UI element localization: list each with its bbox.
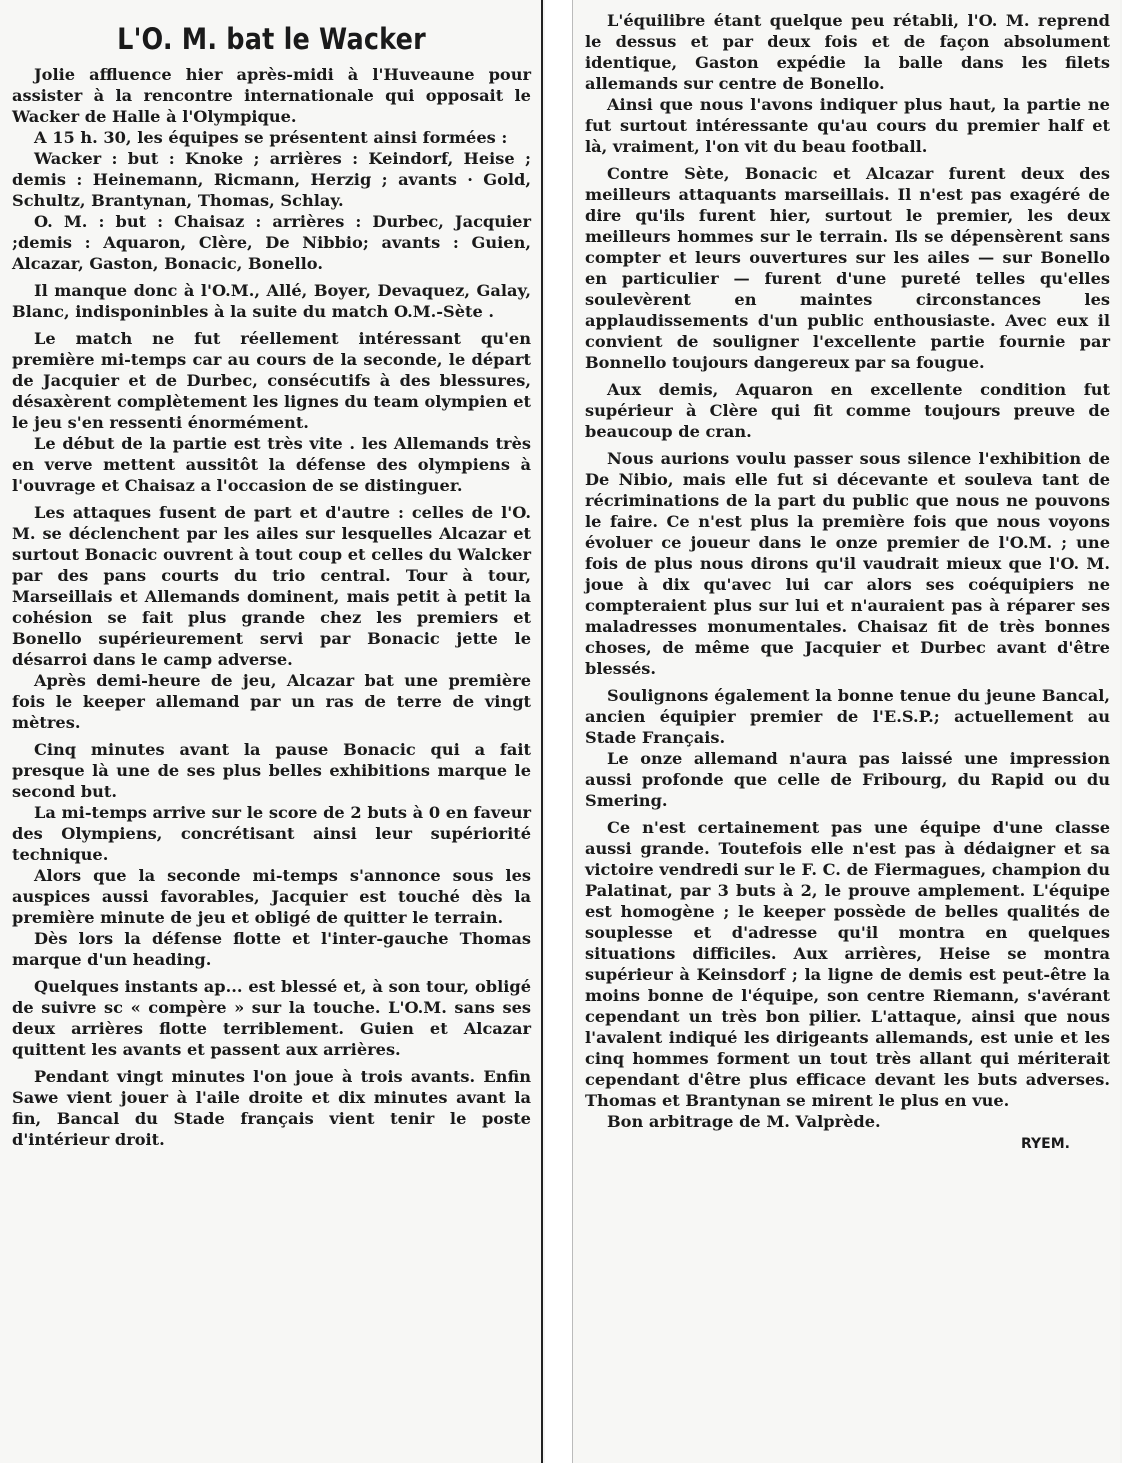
column-gutter [545,0,572,1463]
paragraph: Dès lors la défense flotte et l'inter-gauche Thomas marque d'un heading. [12,929,531,969]
paragraph: Cinq minutes avant la pause Bonacic qui a fait presque là une de ses plus belles exhibitions marque le second but. [12,740,531,801]
left-column [0,0,543,1463]
paragraph: Le onze allemand n'aura pas laissé une impression aussi profonde que celle de Fribourg, du Rapid ou du Smering. [585,749,1110,810]
paragraph: Jolie affluence hier après-midi à l'Huveaune pour assister à la rencontre internationale qui opposait le Wacker de Halle à l'Olympique. [12,65,531,126]
paragraph: Contre Sète, Bonacic et Alcazar furent deux des meilleurs attaquants marseillais. Il n'est pas exagéré de dire qu'ils furent hier, surtout le premier, les deux meilleurs hommes sur le terrain. Ils se dépensèrent sans compter et leurs ouvertures sur les ailes — sur Bonello en particulier — furent d'une pureté telles qu'elles soulevèrent en maintes circonstances les applaudissements d'un public enthousiaste. Avec eux il convient de souligner l'excellente partie fournie par Bonnello toujours dangereux par sa fougue. [585,164,1110,372]
paragraph: Pendant vingt minutes l'on joue à trois avants. Enfin Sawe vient jouer à l'aile droite et dix minutes avant la fin, Bancal du Stade français vient tenir le poste d'intérieur droit. [12,1067,531,1149]
paragraph: Bon arbitrage de M. Valprède. [607,1112,881,1131]
author-signature: RYEM. [1021,1136,1070,1152]
paragraph: L'équilibre étant quelque peu rétabli, l'O. M. reprend le dessus et par deux fois et de façon absolument identique, Gaston expédie la balle dans les filets allemands sur centre de Bonello. [585,11,1110,93]
paragraph: Nous aurions voulu passer sous silence l'exhibition de De Nibio, mais elle fut si décevante et souleva tant de récriminations de la part du public que nous ne pouvons le faire. Ce n'est plus la première fois que nous voyons évoluer ce joueur dans le onze premier de l'O.M. ; une fois de plus nous dirons qu'il vaudrait mieux que l'O. M. joue à dix qu'avec lui car alors ses coéquipiers ne compteraient plus sur lui et n'auraient pas à réparer ses maladresses monumentales. Chaisaz fit de très bonnes choses, de même que Jacquier et Durbec avant d'être blessés. [585,449,1110,678]
paragraph: Wacker : but : Knoke ; arrières : Keindorf, Heise ; demis : Heinemann, Ricmann, Herzig ; avants · Gold, Schultz, Brantynan, Thomas, Schlay. [12,149,531,210]
right-column [572,0,1120,1463]
paragraph: A 15 h. 30, les équipes se présentent ainsi formées : [34,128,508,147]
paragraph: O. M. : but : Chaisaz : arrières : Durbec, Jacquier ;demis : Aquaron, Clère, De Nibbio; avants : Guien, Alcazar, Gaston, Bonacic, Bonello. [12,212,531,273]
paragraph: Le début de la partie est très vite . les Allemands très en verve mettent aussitôt la défense des olympiens à l'ouvrage et Chaisaz a l'occasion de se distinguer. [12,434,531,495]
paragraph: Aux demis, Aquaron en excellente condition fut supérieur à Clère qui fit comme toujours preuve de beaucoup de cran. [585,380,1110,441]
paragraph: Soulignons également la bonne tenue du jeune Bancal, ancien équipier premier de l'E.S.P.; actuellement au Stade Français. [585,686,1110,747]
paragraph: Les attaques fusent de part et d'autre : celles de l'O. M. se déclenchent par les ailes sur lesquelles Alcazar et surtout Bonacic ouvrent à tout coup et celles du Walcker par des pans courts du trio central. Tour à tour, Marseillais et Allemands dominent, mais petit à petit la cohésion se fait plus grande chez les premiers et Bonello supérieurement servi par Bonacic jette le désarroi dans le camp adverse. [12,503,531,669]
paragraph: Quelques instants ap... est blessé et, à son tour, obligé de suivre sc « compère » sur la touche. L'O.M. sans ses deux arrières flotte terriblement. Guien et Alcazar quittent les avants et passent aux arrières. [12,977,531,1059]
paragraph: Il manque donc à l'O.M., Allé, Boyer, Devaquez, Galay, Blanc, indisponinbles à la suite du match O.M.-Sète . [12,281,531,321]
paragraph: Le match ne fut réellement intéressant qu'en première mi-temps car au cours de la seconde, le départ de Jacquier et de Durbec, consécutifs à des blessures, désaxèrent complètement les lignes du team olympien et le jeu s'en ressenti énormément. [12,329,531,432]
paragraph: Ainsi que nous l'avons indiquer plus haut, la partie ne fut surtout intéressante qu'au cours du premier half et là, vraiment, l'on vit du beau football. [585,95,1110,156]
paragraph: La mi-temps arrive sur le score de 2 buts à 0 en faveur des Olympiens, concrétisant ainsi leur supériorité technique. [12,803,531,864]
paragraph: Après demi-heure de jeu, Alcazar bat une première fois le keeper allemand par un ras de terre de vingt mètres. [12,671,531,732]
article-title: L'O. M. bat le Wacker [117,22,426,56]
paragraph: Alors que la seconde mi-temps s'annonce sous les auspices aussi favorables, Jacquier est touché dès la première minute de jeu et obligé de quitter le terrain. [12,866,531,927]
paragraph: Ce n'est certainement pas une équipe d'une classe aussi grande. Toutefois elle n'est pas à dédaigner et sa victoire vendredi sur le F. C. de Fiermagues, champion du Palatinat, par 3 buts à 2, le prouve amplement. L'équipe est homogène ; le keeper possède de belles qualités de souplesse et d'adresse qu'il montra en quelques situations difficiles. Aux arrières, Heise se montra supérieur à Keinsdorf ; la ligne de demis est peut-être la moins bonne de l'équipe, son centre Riemann, s'avérant cependant un très bon pilier. L'attaque, ainsi que nous l'avalent indiqué les dirigeants allemands, est unie et les cinq hommes forment un tout très allant qui mériterait cependant d'être plus efficace devant les buts adverses. Thomas et Brantynan se mirent le plus en vue. [585,818,1110,1110]
